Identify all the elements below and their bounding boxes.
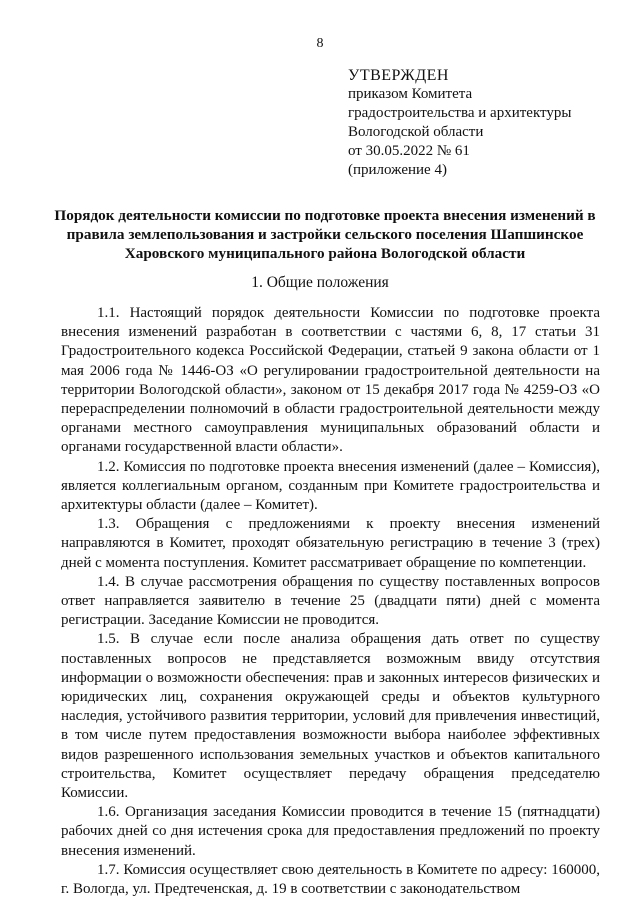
approval-line: градостроительства и архитектуры	[348, 105, 572, 121]
approval-title: УТВЕРЖДЕН	[348, 67, 449, 84]
paragraph-1-2: 1.2. Комиссия по подготовке проекта внесения изменений (далее – Комиссия), является коллегиальным органом, созданным при Комитете градостроительства и архитектуры области (далее – Комитет).	[61, 458, 600, 514]
paragraph-1-5: 1.5. В случае если после анализа обращения дать ответ по существу поставленных вопросов не представляется возможным ввиду отсутствия информации о возможности обеспечения: прав и законных интересов физических и юридических лиц, сохранения окружающей среды и объектов культурного наследия, устойчивого развития территории, условий для привлечения инвестиций, в том числе путем предоставления возможности выбора наиболее эффективных видов разрешенного использования земельных участков и объектов капитального строительства, Комитет осуществляет передачу обращения председателю Комиссии.	[61, 631, 600, 802]
paragraph-1-1: 1.1. Настоящий порядок деятельности Комиссии по подготовке проекта внесения изменений разработан в соответствии с частями 6, 8, 17 статьи 31 Градостроительного кодекса Российской Федерации, статьей 9 закона области от 1 мая 2006 года № 1446-ОЗ «О регулировании градостроительной деятельности на территории Вологодской области», законом от 15 декабря 2017 года № 4259-ОЗ «О перераспределении полномочий в области градостроительной деятельности между органами местного самоуправления муниципальных образований области и органами государственной власти области».	[61, 305, 600, 456]
paragraph-1-6: 1.6. Организация заседания Комиссии проводится в течение 15 (пятнадцати) рабочих дней со дня истечения срока для предоставления предложений по проекту внесения изменений.	[61, 804, 600, 859]
approval-line: (приложение 4)	[348, 162, 447, 178]
paragraph-1-7: 1.7. Комиссия осуществляет свою деятельность в Комитете по адресу: 160000, г. Вологда, ул. Предтеченская, д. 19 в соответствии с законодательством	[61, 861, 600, 898]
section-heading: 1. Общие положения	[251, 274, 389, 291]
document-body	[61, 304, 600, 899]
approval-block	[348, 66, 571, 180]
paragraph-1-4: 1.4. В случае рассмотрения обращения по существу поставленных вопросов ответ направляется заявителю в течение 25 (двадцати пяти) дней с момента регистрации. Заседание Комиссии не проводится.	[61, 573, 600, 629]
approval-line: приказом Комитета	[348, 86, 473, 102]
approval-line: Вологодской области	[348, 124, 484, 140]
approval-line: от 30.05.2022 № 61	[348, 143, 470, 159]
document-title: Порядок деятельности комиссии по подготовке проекта внесения изменений в правила землепользования и застройки сельского поселения Шапшинское Харовского муниципального района Вологодской области	[54, 207, 596, 262]
paragraph-1-3: 1.3. Обращения с предложениями к проекту внесения изменений направляются в Комитет, проходят обязательную регистрацию в течение 3 (трех) дней с момента поступления. Комитет рассматривает обращение по компетенции.	[61, 516, 600, 571]
page-number: 8	[316, 36, 324, 51]
